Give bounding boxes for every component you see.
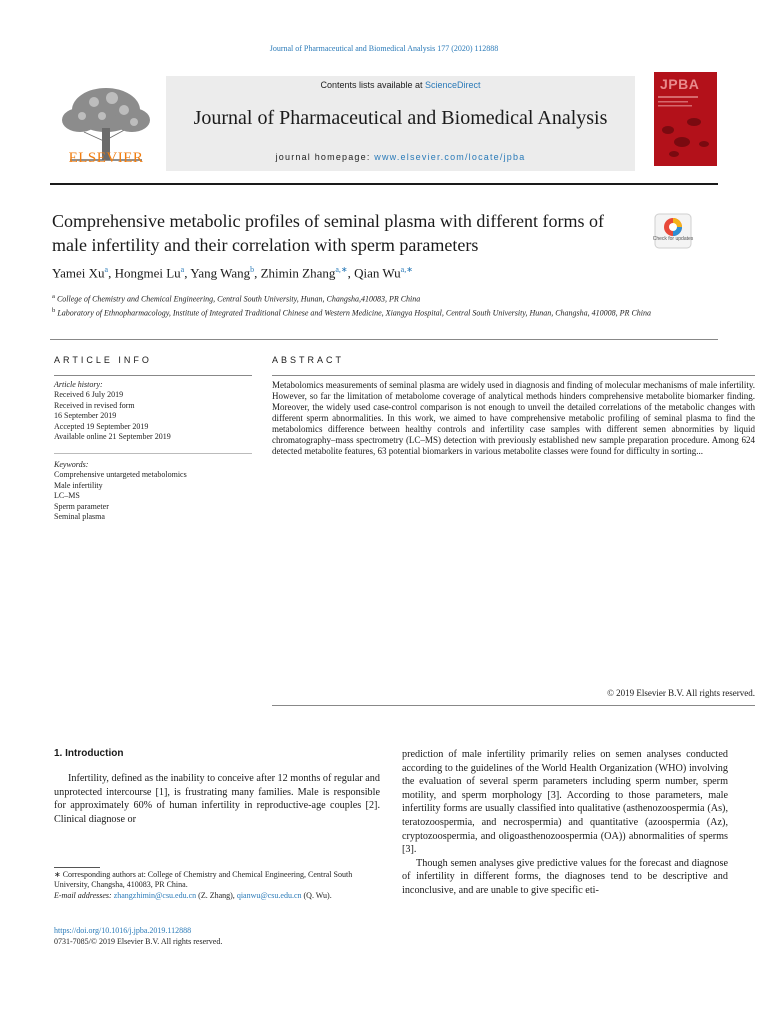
doi-link[interactable]: https://doi.org/10.1016/j.jpba.2019.112888 [54, 926, 192, 935]
keyword-item: LC–MS [54, 491, 80, 501]
contents-prefix: Contents lists available at [320, 80, 426, 90]
affiliation-text: College of Chemistry and Chemical Engineering, Central South University, Hunan, Changsha,410083, PR China [56, 294, 421, 304]
author-affiliation-mark[interactable]: a,∗ [335, 265, 348, 274]
abstract-text: Metabolomics measurements of seminal plasma are widely used in diagnosis and finding of molecular mechanisms of male infertility. However, so far the limitation of metabolome coverage of analytical methods hinders comprehensive metabolite biomarker finding. Moreover, the widely used case-control comparison is not enough to unveil the detailed correlations of the metabolic changes with different sperm abnormalities. In this work, we aimed to have comprehensive metabolic profiling of seminal plasma to find the metabolomics difference between healthy controls and infertility case samples with different semen abnormities by liquid chromatography–mass spectrometry (LC–MS) detection with previously established new sample preparation procedure. Among 624 detected metabolite features, 63 potential biomarkers in various metabolite classes were found for difficulty in sorting... [272, 380, 755, 457]
article-info-divider [54, 375, 252, 376]
check-for-updates-icon[interactable] [654, 213, 692, 249]
title-divider [50, 339, 718, 340]
email-owner: (Q. Wu). [303, 890, 332, 900]
homepage-line [166, 152, 635, 162]
keyword-item: Male infertility [54, 480, 103, 490]
article-info-heading: ARTICLE INFO [54, 355, 152, 365]
abstract-copyright: © 2019 Elsevier B.V. All rights reserved. [607, 688, 755, 698]
email-label: E-mail addresses: [54, 890, 112, 900]
keyword-item: Seminal plasma [54, 512, 105, 522]
keyword-item: Comprehensive untargeted metabolomics [54, 470, 187, 480]
masthead-divider [50, 183, 718, 185]
abstract-end-divider [272, 705, 755, 706]
author-name: Qian Wu [354, 265, 401, 281]
author-name: Zhimin Zhang [260, 265, 336, 281]
cover-title: JPBA [660, 76, 700, 92]
check-for-updates-label: Check for updates [652, 236, 694, 242]
article-title: Comprehensive metabolic profiles of seminal plasma with different forms of male infertility and their correlation with sperm parameters [52, 211, 605, 255]
author-name: Yamei Xu [52, 265, 105, 281]
keywords-divider [54, 453, 252, 454]
history-item: Received 6 July 2019 [54, 390, 124, 400]
author-list: Yamei Xu$^a$, Hongmei Lu$^a$, Yang Wang$^b$, Zhimin Zhang$^{a,∗}$, Qian $Wu^{a,∗}$ [52, 265, 413, 281]
homepage-prefix: journal homepage: [275, 152, 375, 162]
author-affiliation-mark[interactable]: a [180, 265, 185, 274]
footnote-divider [54, 867, 100, 868]
author-affiliation-mark[interactable]: a,∗ [400, 265, 413, 274]
email-link-wu[interactable]: qianwu@csu.edu.cn [236, 890, 302, 900]
author-affiliation-mark[interactable]: a [104, 265, 109, 274]
keyword-item: Sperm parameter [54, 501, 109, 511]
affiliation-mark: a [52, 293, 55, 300]
affiliations [52, 291, 672, 318]
sciencedirect-link[interactable]: ScienceDirect [425, 80, 481, 90]
introduction-left-column: Infertility, defined as the inability to conceive after 12 months of regular and unprotected intercourse [1], is frustrating many families. Male is responsible for approximately 60% of human infertility in reproductive-age couples [2]. Clinical diagnose or [54, 773, 380, 825]
corresponding-author-note: ∗ Corresponding authors at: College of Chemistry and Chemical Engineering, Central South University, Changsha, 410083, PR China. [54, 870, 353, 890]
abstract-divider [272, 375, 755, 376]
keywords-label: Keywords: [54, 460, 89, 469]
affiliation-text: Laboratory of Ethnopharmacology, Institute of Integrated Traditional Chinese and Western Medicine, Xiangya Hospital, Central South University, Hunan, Changsha, 410008, PR China [57, 308, 652, 318]
author-name: Yang Wang [190, 265, 251, 281]
abstract-heading: ABSTRACT [272, 355, 345, 365]
footnote [54, 870, 380, 901]
affiliation-a [52, 291, 672, 305]
email-owner: (Z. Zhang), [198, 890, 235, 900]
email-addresses [54, 891, 380, 901]
introduction-paragraph: Though semen analyses give predictive values for the forecast and diagnose of infertility in different forms, the diagnoses tend to be descriptive and inconclusive, and are unable to give specific eti- [402, 857, 728, 896]
introduction-heading: 1. Introduction [54, 748, 124, 759]
contents-line [166, 80, 635, 90]
affiliation-b [52, 305, 672, 319]
publisher-name: ELSEVIER [68, 150, 144, 166]
history-item: 16 September 2019 [54, 411, 117, 421]
author-name: Hongmei Lu [114, 265, 181, 281]
author-affiliation-mark[interactable]: b [250, 265, 255, 274]
article-history [54, 380, 254, 442]
history-item: Available online 21 September 2019 [54, 432, 171, 442]
journal-citation-link[interactable]: Journal of Pharmaceutical and Biomedical Analysis 177 (2020) 112888 [269, 44, 499, 53]
introduction-paragraph: prediction of male infertility primarily relies on semen analyses conducted according to the guidelines of the World Health Organization (WHO) involving the evaluation of several sperm parameters including sperm number, sperm motility, and sperm morphology [3]. According to those parameters, male infertility forms are usually classified into qualitative (asthenozoospermia (As), teratozoospermia, and necrospermia) and quantitative (azoospermia (Az), cryptozoospermia, and oligoasthenozoospermia (OA)) abnormalities of sperms [3]. [402, 749, 728, 856]
email-link-zhang[interactable]: zhangzhimin@csu.edu.cn [113, 890, 197, 900]
introduction-right-column [402, 748, 728, 898]
affiliation-mark: b [52, 306, 56, 314]
history-item: Accepted 19 September 2019 [54, 421, 149, 431]
history-item: Received in revised form [54, 400, 135, 410]
journal-name: Journal of Pharmaceutical and Biomedical Analysis [193, 107, 608, 129]
history-label: Article history: [54, 380, 103, 389]
homepage-link[interactable]: www.elsevier.com/locate/jpba [374, 152, 526, 162]
keywords [54, 460, 254, 522]
issn-copyright: 0731-7085/© 2019 Elsevier B.V. All rights reserved. [54, 937, 223, 946]
